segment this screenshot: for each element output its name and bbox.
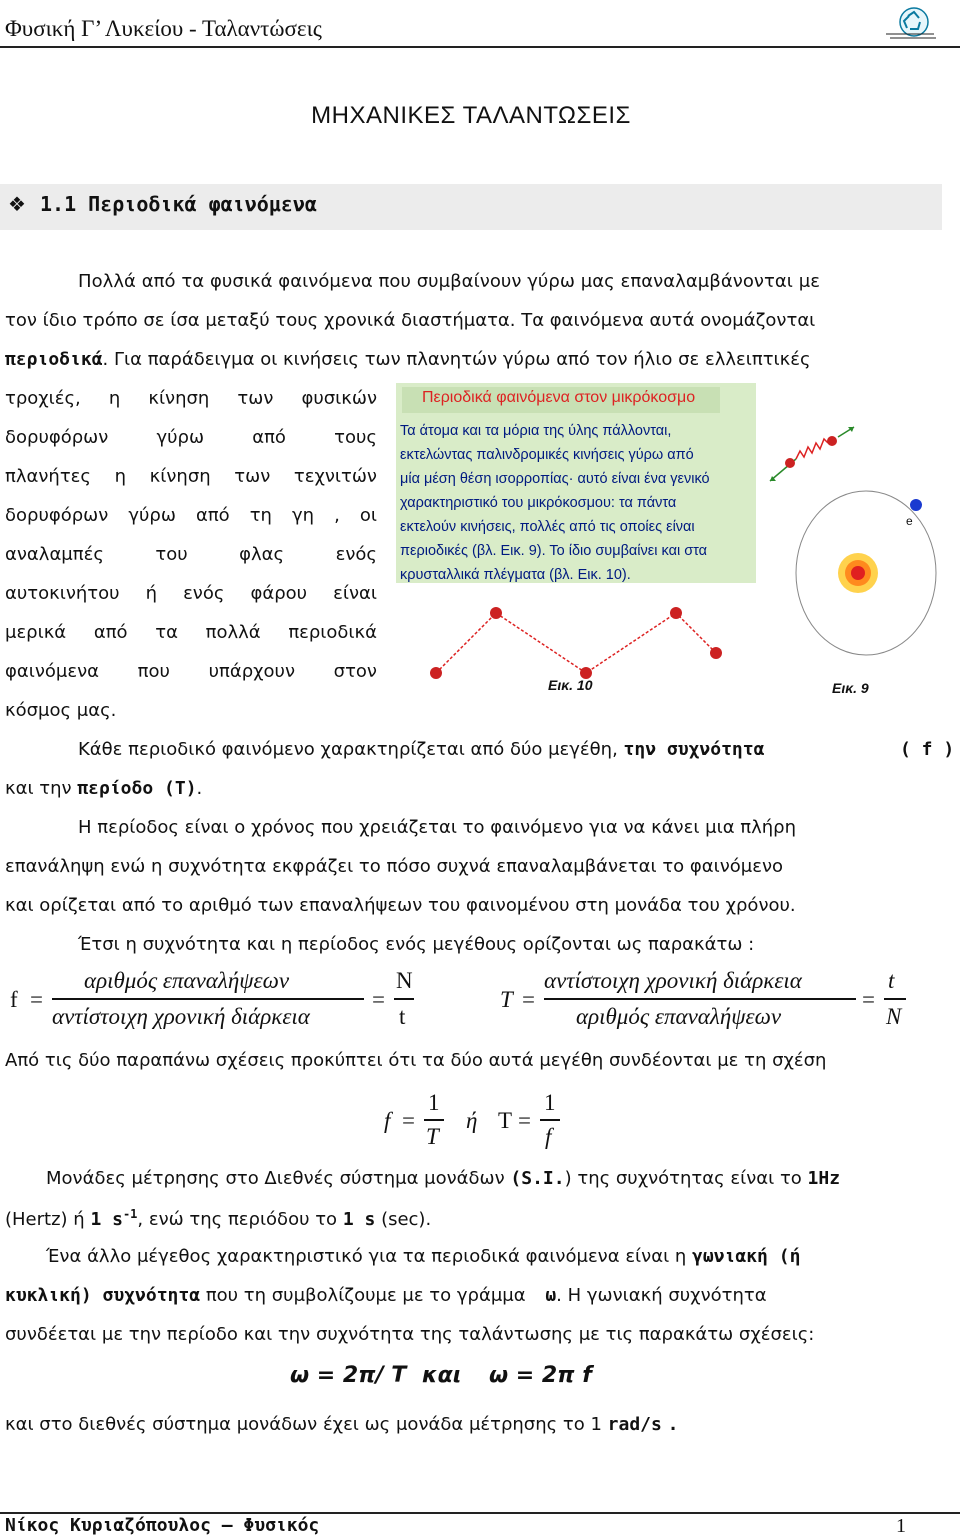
- term-frequency: την συχνότητα: [623, 739, 765, 760]
- atom-panel: [756, 383, 954, 705]
- para3-line3: και ορίζεται από το αριθμό των επαναλήψεων του φαινομένου στη μονάδα του χρόνου.: [5, 895, 796, 916]
- fraction-bar: [540, 1119, 560, 1121]
- para1-line3-rest: . Για παράδειγμα οι κινήσεις των πλανητών γύρω από τον ήλιο σε ελλειπτικές: [102, 349, 811, 370]
- para4: Από τις δύο παραπάνω σχέσεις προκύπτει ότι τα δύο αυτά μεγέθη συνδέονται με τη σχέση: [5, 1050, 827, 1071]
- formula-f-numerator: αριθμός επαναλήψεων: [84, 968, 290, 993]
- term-periodic: περιοδικά: [5, 349, 103, 370]
- narrow-line: τροχιές, η κίνηση των φυσικών: [5, 388, 377, 409]
- para2-line1: Κάθε περιοδικό φαινόμενο χαρακτηρίζεται από δύο μεγέθη, την συχνότητα: [78, 739, 765, 760]
- para1-text: Πολλά από τα φυσικά φαινόμενα που συμβαίνουν γύρω μας επαναλαμβάνονται με: [78, 271, 821, 292]
- section-label: 1.1 Περιοδικά φαινόμενα: [40, 192, 317, 216]
- formula-f-symbol: f: [545, 1124, 552, 1149]
- formula-eq: =: [518, 1108, 531, 1133]
- fraction-bar: [424, 1119, 444, 1121]
- para3-line1: Η περίοδος είναι ο χρόνος που χρειάζεται το φαινόμενο για να κάνει μια πλήρη: [78, 817, 797, 838]
- narrow-line: πλανήτες η κίνηση των τεχνιτών: [5, 466, 377, 487]
- narrow-line: αναλαμπές του φλας ενός: [5, 544, 377, 565]
- header-title: Φυσική Γ’ Λυκείου - Ταλαντώσεις: [5, 16, 322, 41]
- angular-line4: και στο διεθνές σύστημα μονάδων έχει ως μονάδα μέτρησης το 1 rad/s .: [5, 1414, 679, 1435]
- formula-T-denominator: αριθμός επαναλήψεων: [576, 1004, 782, 1029]
- formula-f-denominator: αντίστοιχη χρονική διάρκεια: [52, 1004, 310, 1029]
- formula-one: 1: [544, 1090, 556, 1115]
- si-label: (S.I.: [510, 1168, 565, 1189]
- para1-last-line: κόσμος μας.: [5, 700, 117, 721]
- para1-line2: τον ίδιο τρόπο σε ίσα μεταξύ τους χρονικά διαστήματα. Τα φαινόμενα αυτά ονομάζονται: [5, 310, 816, 331]
- angular-line3: συνδέεται με την περίοδο και την συχνότητα της ταλάντωσης με τις παρακάτω σχέσεις:: [5, 1324, 815, 1345]
- formula-eq: =: [372, 987, 385, 1012]
- para1-line3: [5, 349, 811, 370]
- formula-T-symbol: T: [426, 1124, 439, 1149]
- unit-inverse-second: 1 s: [90, 1209, 123, 1230]
- formula-f-symbol: f: [10, 987, 18, 1012]
- header-divider: [0, 46, 960, 48]
- narrow-line: δορυφόρων γύρω από τη γη , οι: [5, 505, 377, 526]
- figure-text: Τα άτομα και τα μόρια της ύλης πάλλονται, εκτελώντας παλινδρομικές κινήσεις γύρω από μία μέση θέση ισορροπίας· αυτό είναι ένα γενικό χαρακτηριστικό του μικρόκοσμου: τα πάντα εκτελούν κινήσεις, πολλές από τις οποίες είναι περιοδικές (βλ. Εικ. 9). Το ίδιο συμβαίνει και στα κρυσταλλικά πλέγματα (βλ. Εικ. 10).: [400, 423, 710, 583]
- formula-one: 1: [428, 1090, 440, 1115]
- fraction-bar: [544, 998, 856, 1000]
- figure-title: Περιοδικά φαινόμενα στον μικρόκοσμο: [422, 389, 696, 406]
- para2-line2: και την περίοδο (Τ).: [5, 778, 203, 799]
- document-title: ΜΗΧΑΝΙΚΕΣ ΤΑΛΑΝΤΩΣΕΙΣ: [311, 102, 631, 129]
- formula-eq: =: [402, 1108, 415, 1133]
- frequency-symbol: ( f ): [900, 739, 955, 760]
- caption-fig9: Εικ. 9: [832, 680, 869, 696]
- formula-N: N: [396, 968, 413, 993]
- para3-line2: επανάληψη ενώ η συχνότητα εκφράζει το πόσο συχνά επαναλαμβάνεται το φαινόμενο: [5, 856, 784, 877]
- formula-T-numerator: αντίστοιχη χρονική διάρκεια: [544, 968, 802, 993]
- term-angular-frequency: γωνιακή (ή: [692, 1246, 801, 1267]
- narrow-line: αυτοκινήτου ή ενός φάρου είναι: [5, 583, 377, 604]
- footer-author: Νίκος Κυριαζόπουλος – Φυσικός: [5, 1515, 320, 1536]
- formula-eq: =: [522, 987, 535, 1012]
- term-circular-frequency: κυκλική) συχνότητα: [5, 1285, 201, 1306]
- fraction-bar: [52, 998, 364, 1000]
- recycle-logo-icon: [884, 4, 936, 42]
- para3-line4: Έτσι η συχνότητα και η περίοδος ενός μεγέθους ορίζονται ως παρακάτω :: [78, 934, 755, 955]
- formula-N: N: [886, 1004, 902, 1029]
- formula-eq: =: [30, 987, 43, 1012]
- footer-divider: [0, 1512, 960, 1514]
- omega-symbol: ω: [545, 1285, 557, 1306]
- section-heading: [0, 184, 942, 230]
- para1-line1: [78, 271, 940, 292]
- diamond-bullet-icon: ❖: [8, 192, 26, 216]
- angular-line1: Ένα άλλο μέγεθος χαρακτηριστικό για τα περιοδικά φαινόμενα είναι η γωνιακή (ή: [46, 1246, 801, 1267]
- units-line2: (Hertz) ή 1 $s^{-1}$, ενώ της περιόδου το 1 s (sec).: [5, 1207, 432, 1230]
- narrow-line: μερικά από τα πολλά περιοδικά: [5, 622, 377, 643]
- formula-T-symbol: T: [500, 987, 513, 1012]
- unit-rad-per-second: rad/s: [607, 1414, 662, 1435]
- fraction-bar: [394, 998, 414, 1000]
- units-line1: Μονάδες μέτρησης στο Διεθνές σύστημα μονάδων (S.I.) της συχνότητας είναι το 1Hz: [46, 1168, 841, 1189]
- fraction-bar: [884, 998, 906, 1000]
- narrow-line: φαινόμενα που υπάρχουν στον: [5, 661, 377, 682]
- page-number: 1: [896, 1515, 906, 1537]
- term-period: περίοδο (Τ): [77, 778, 197, 799]
- formula-t: t: [399, 1004, 406, 1029]
- omega-formula: ω = 2π/ Τ και ω = 2π f: [290, 1363, 592, 1388]
- caption-fig10: Εικ. 10: [548, 677, 593, 693]
- narrow-line: δορυφόρων γύρω από τους: [5, 427, 377, 448]
- electron-label: e: [906, 514, 913, 528]
- microcosm-figure: [396, 383, 954, 705]
- formula-t: t: [888, 968, 895, 993]
- formula-or: ή: [466, 1108, 478, 1133]
- formula-T-symbol: T: [498, 1108, 513, 1133]
- atom-diagram-icon: [756, 383, 954, 705]
- formula-eq: =: [862, 987, 875, 1012]
- unit-hz: 1Hz: [807, 1168, 841, 1189]
- formula-f-symbol: f: [384, 1108, 391, 1133]
- angular-line2: κυκλική) συχνότητα που τη συμβολίζουμε με το γράμμα ω. Η γωνιακή συχνότητα: [5, 1285, 767, 1306]
- unit-second: 1 s: [342, 1209, 376, 1230]
